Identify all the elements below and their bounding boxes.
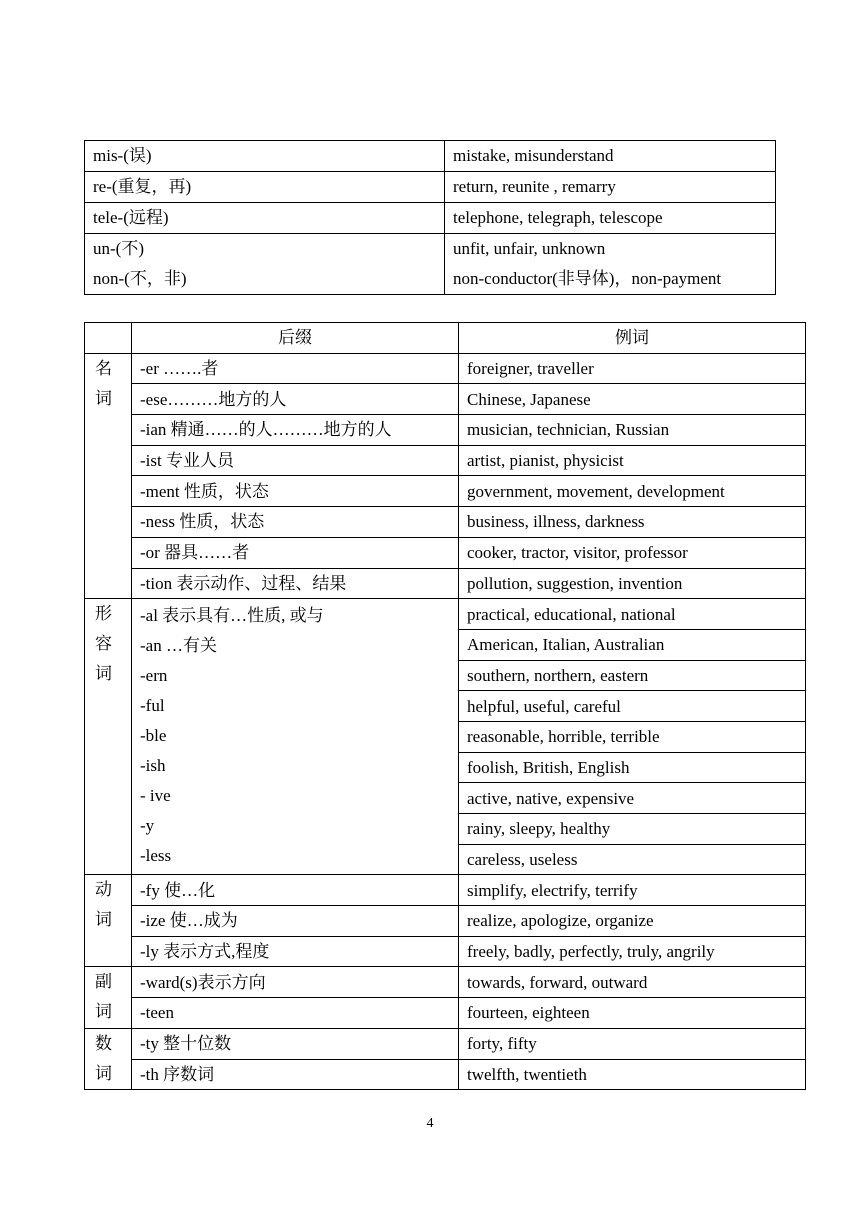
- suffix-line: -ish: [140, 756, 166, 776]
- header-row: [85, 323, 806, 354]
- examples-cell: artist, pianist, physicist: [459, 445, 806, 476]
- examples-cell: foolish, British, English: [459, 752, 806, 783]
- pos-char: 动: [95, 880, 112, 900]
- suffix-header: 后缀: [132, 323, 459, 354]
- suffix-cell: -ly 表示方式,程度: [132, 936, 459, 967]
- pos-char: 形: [95, 604, 112, 624]
- examples-cell: careless, useless: [459, 844, 806, 875]
- table-row: [85, 172, 776, 203]
- examples-cell: business, illness, darkness: [459, 507, 806, 538]
- pos-char: 词: [95, 664, 112, 684]
- examples-header: 例词: [459, 323, 806, 354]
- suffix-line: -an …有关: [140, 636, 217, 656]
- table-row: [85, 936, 806, 967]
- suffix-cell: -ward(s)表示方向: [132, 967, 459, 998]
- prefix-table: [84, 140, 776, 295]
- prefix-line: un-(不): [93, 239, 144, 258]
- prefix-cell: tele-(远程): [85, 203, 445, 234]
- table-row: [85, 537, 806, 568]
- pos-char: 词: [95, 1063, 112, 1083]
- prefix-line: non-(不，非): [93, 269, 187, 288]
- pos-header: [85, 323, 132, 354]
- suffix-cell: -ese………地方的人: [132, 384, 459, 415]
- suffix-cell: -ian 精通……的人………地方的人: [132, 415, 459, 446]
- suffix-line: -less: [140, 846, 172, 866]
- suffix-cell-adjective: [132, 599, 459, 875]
- suffix-cell: -teen: [132, 998, 459, 1029]
- table-row: [85, 1059, 806, 1090]
- suffix-cell: -tion 表示动作、过程、结果: [132, 568, 459, 599]
- table-row: [85, 476, 806, 507]
- examples-cell: freely, badly, perfectly, truly, angrily: [459, 936, 806, 967]
- suffix-cell: -ty 整十位数: [132, 1028, 459, 1059]
- suffix-cell: -or 器具……者: [132, 537, 459, 568]
- examples-cell: American, Italian, Australian: [459, 629, 806, 660]
- examples-cell: pollution, suggestion, invention: [459, 568, 806, 599]
- pos-label-adjective: [85, 599, 132, 875]
- table-row: [85, 415, 806, 446]
- examples-cell: southern, northern, eastern: [459, 660, 806, 691]
- table-row: [85, 234, 776, 295]
- pos-label-adverb: [85, 967, 132, 1028]
- prefix-cell: re-(重复，再): [85, 172, 445, 203]
- table-row: [85, 384, 806, 415]
- examples-cell: towards, forward, outward: [459, 967, 806, 998]
- page-number: 4: [426, 1116, 434, 1131]
- examples-cell: mistake, misunderstand: [445, 141, 776, 172]
- table-row: [85, 141, 776, 172]
- table-row: [85, 906, 806, 937]
- suffix-line: -y: [140, 816, 155, 836]
- examples-line: unfit, unfair, unknown: [453, 239, 606, 258]
- examples-cell: helpful, useful, careful: [459, 691, 806, 722]
- table-row: [85, 568, 806, 599]
- pos-char: 词: [95, 1002, 112, 1022]
- examples-cell: foreigner, traveller: [459, 353, 806, 384]
- examples-cell: cooker, tractor, visitor, professor: [459, 537, 806, 568]
- pos-char: 副: [95, 972, 112, 992]
- examples-cell: rainy, sleepy, healthy: [459, 814, 806, 845]
- table-row: [85, 599, 806, 630]
- suffix-line: - ive: [140, 786, 171, 806]
- suffix-line: -al 表示具有…性质, 或与: [140, 606, 324, 626]
- prefix-cell: mis-(误): [85, 141, 445, 172]
- examples-line: non-conductor(非导体)，non-payment: [453, 269, 722, 288]
- table-row: [85, 445, 806, 476]
- suffix-cell: -th 序数词: [132, 1059, 459, 1090]
- examples-cell: twelfth, twentieth: [459, 1059, 806, 1090]
- examples-cell: forty, fifty: [459, 1028, 806, 1059]
- table-row: [85, 998, 806, 1029]
- examples-cell: musician, technician, Russian: [459, 415, 806, 446]
- suffix-table: [84, 322, 806, 1090]
- prefix-cell: [85, 234, 445, 295]
- pos-char: 数: [95, 1033, 112, 1053]
- suffix-cell: -ness 性质，状态: [132, 507, 459, 538]
- examples-cell: return, reunite , remarry: [445, 172, 776, 203]
- pos-char: 名: [95, 358, 112, 378]
- pos-char: 容: [95, 634, 112, 654]
- examples-cell: active, native, expensive: [459, 783, 806, 814]
- suffix-cell: -ize 使…成为: [132, 906, 459, 937]
- examples-cell: realize, apologize, organize: [459, 906, 806, 937]
- examples-cell: reasonable, horrible, terrible: [459, 721, 806, 752]
- suffix-cell: -ist 专业人员: [132, 445, 459, 476]
- pos-char: 词: [95, 388, 112, 408]
- suffix-line: -ern: [140, 666, 168, 686]
- examples-cell: practical, educational, national: [459, 599, 806, 630]
- table-row: [85, 203, 776, 234]
- examples-cell: telephone, telegraph, telescope: [445, 203, 776, 234]
- table-row: [85, 353, 806, 384]
- pos-char: 词: [95, 910, 112, 930]
- pos-label-noun: [85, 353, 132, 599]
- pos-label-numeral: [85, 1028, 132, 1089]
- table-row: [85, 507, 806, 538]
- examples-cell: fourteen, eighteen: [459, 998, 806, 1029]
- pos-label-verb: [85, 875, 132, 967]
- suffix-cell: -ment 性质，状态: [132, 476, 459, 507]
- table-row: [85, 1028, 806, 1059]
- table-row: [85, 875, 806, 906]
- suffix-line: -ble: [140, 726, 167, 746]
- examples-cell: simplify, electrify, terrify: [459, 875, 806, 906]
- suffix-line: -ful: [140, 696, 165, 716]
- examples-cell: government, movement, development: [459, 476, 806, 507]
- suffix-cell: -er …….者: [132, 353, 459, 384]
- suffix-cell: -fy 使…化: [132, 875, 459, 906]
- examples-cell: Chinese, Japanese: [459, 384, 806, 415]
- examples-cell: [445, 234, 776, 295]
- table-row: [85, 967, 806, 998]
